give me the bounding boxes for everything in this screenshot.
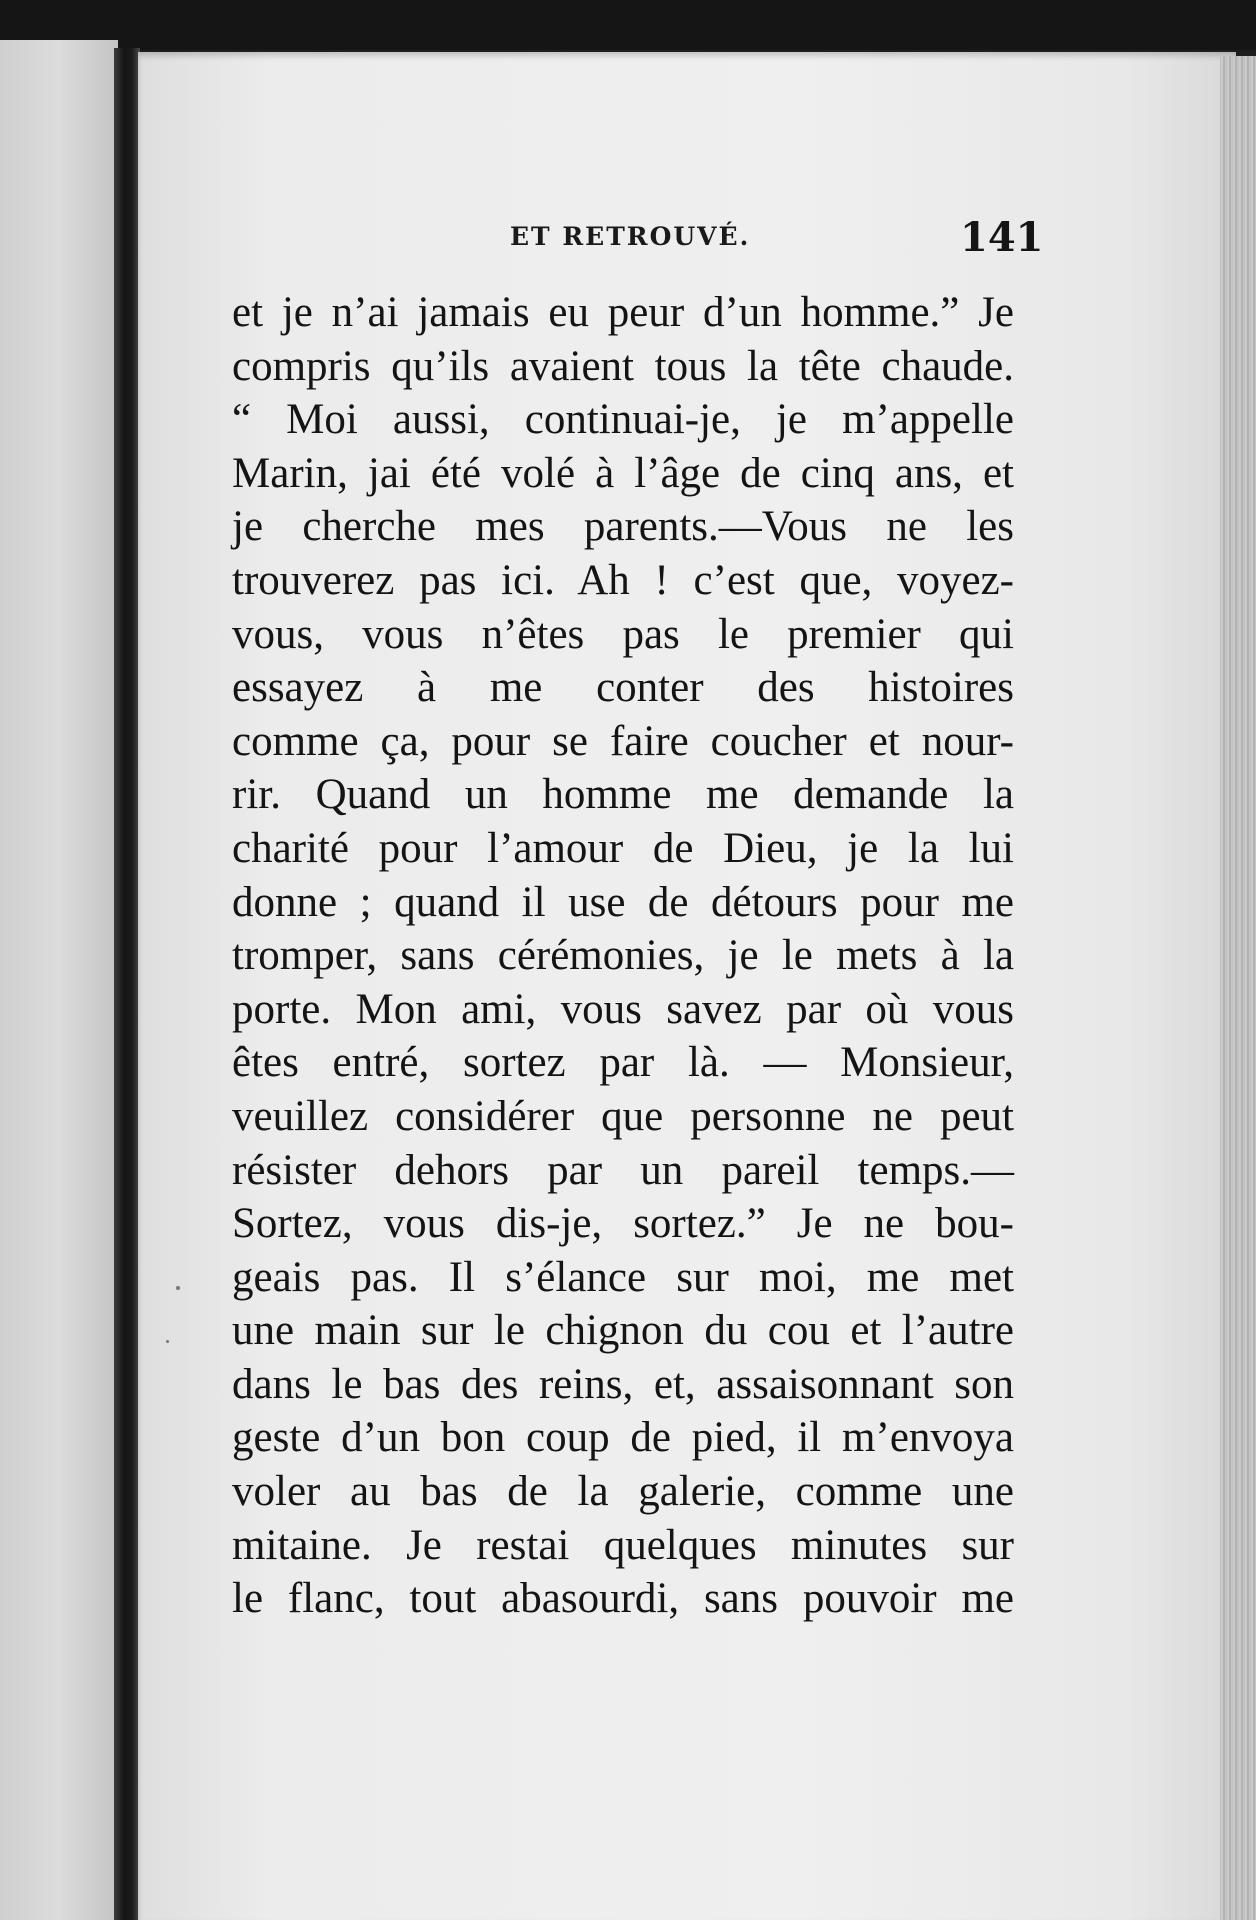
paper-speck [176,1286,180,1290]
paper-speck [166,1340,169,1343]
text-line: êtes entré, sortez par là. — Monsieur, [232,1039,1014,1087]
text-line: voler au bas de la galerie, comme une [232,1468,1014,1516]
text-line: résister dehors par un pareil temps.— [232,1146,1014,1194]
text-line: vous, vous n’êtes pas le premier qui [232,610,1014,658]
scanner-edge [0,0,1256,50]
body-text [232,286,1014,1626]
page-block-edges [1220,56,1256,1920]
text-line: geste d’un bon coup de pied, il m’envoya [232,1414,1014,1462]
text-line: le flanc, tout abasourdi, sans pouvoir me [232,1575,1014,1623]
text-line: porte. Mon ami, vous savez par où vous [232,985,1014,1033]
running-head: ET RETROUVÉ. [510,222,751,251]
text-line: charité pour l’amour de Dieu, je la lui [232,824,1014,872]
text-line: et je n’ai jamais eu peur d’un homme.” Je [232,289,1014,336]
text-line: compris qu’ils avaient tous la tête chaude. [232,342,1014,390]
text-line: comme ça, pour se faire coucher et nour- [232,717,1014,765]
text-line: trouverez pas ici. Ah ! c’est que, voyez- [232,556,1014,604]
text-line: rir. Quand un homme me demande la [232,771,1014,819]
page-number: 141 [960,214,1044,261]
text-line: veuillez considérer que personne ne peut [232,1092,1014,1140]
text-line: Sortez, vous dis-je, sortez.” Je ne bou- [232,1200,1014,1248]
facing-page-edge [0,40,118,1920]
text-line: mitaine. Je restai quelques minutes sur [232,1521,1014,1569]
text-line: “ Moi aussi, continuai-je, je m’appelle [232,396,1014,444]
text-line: je cherche mes parents.—Vous ne les [232,503,1014,551]
book-gutter [114,48,140,1920]
text-line: Marin, jai été volé à l’âge de cinq ans, et [232,449,1014,497]
text-line: tromper, sans cérémonies, je le mets à la [232,932,1014,980]
text-line: essayez à me conter des histoires [232,664,1014,712]
text-line: donne ; quand il use de détours pour me [232,878,1014,926]
text-line: dans le bas des reins, et, assaisonnant son [232,1360,1014,1408]
text-line: une main sur le chignon du cou et l’autre [232,1307,1014,1355]
text-line: geais pas. Il s’élance sur moi, me met [232,1253,1014,1301]
